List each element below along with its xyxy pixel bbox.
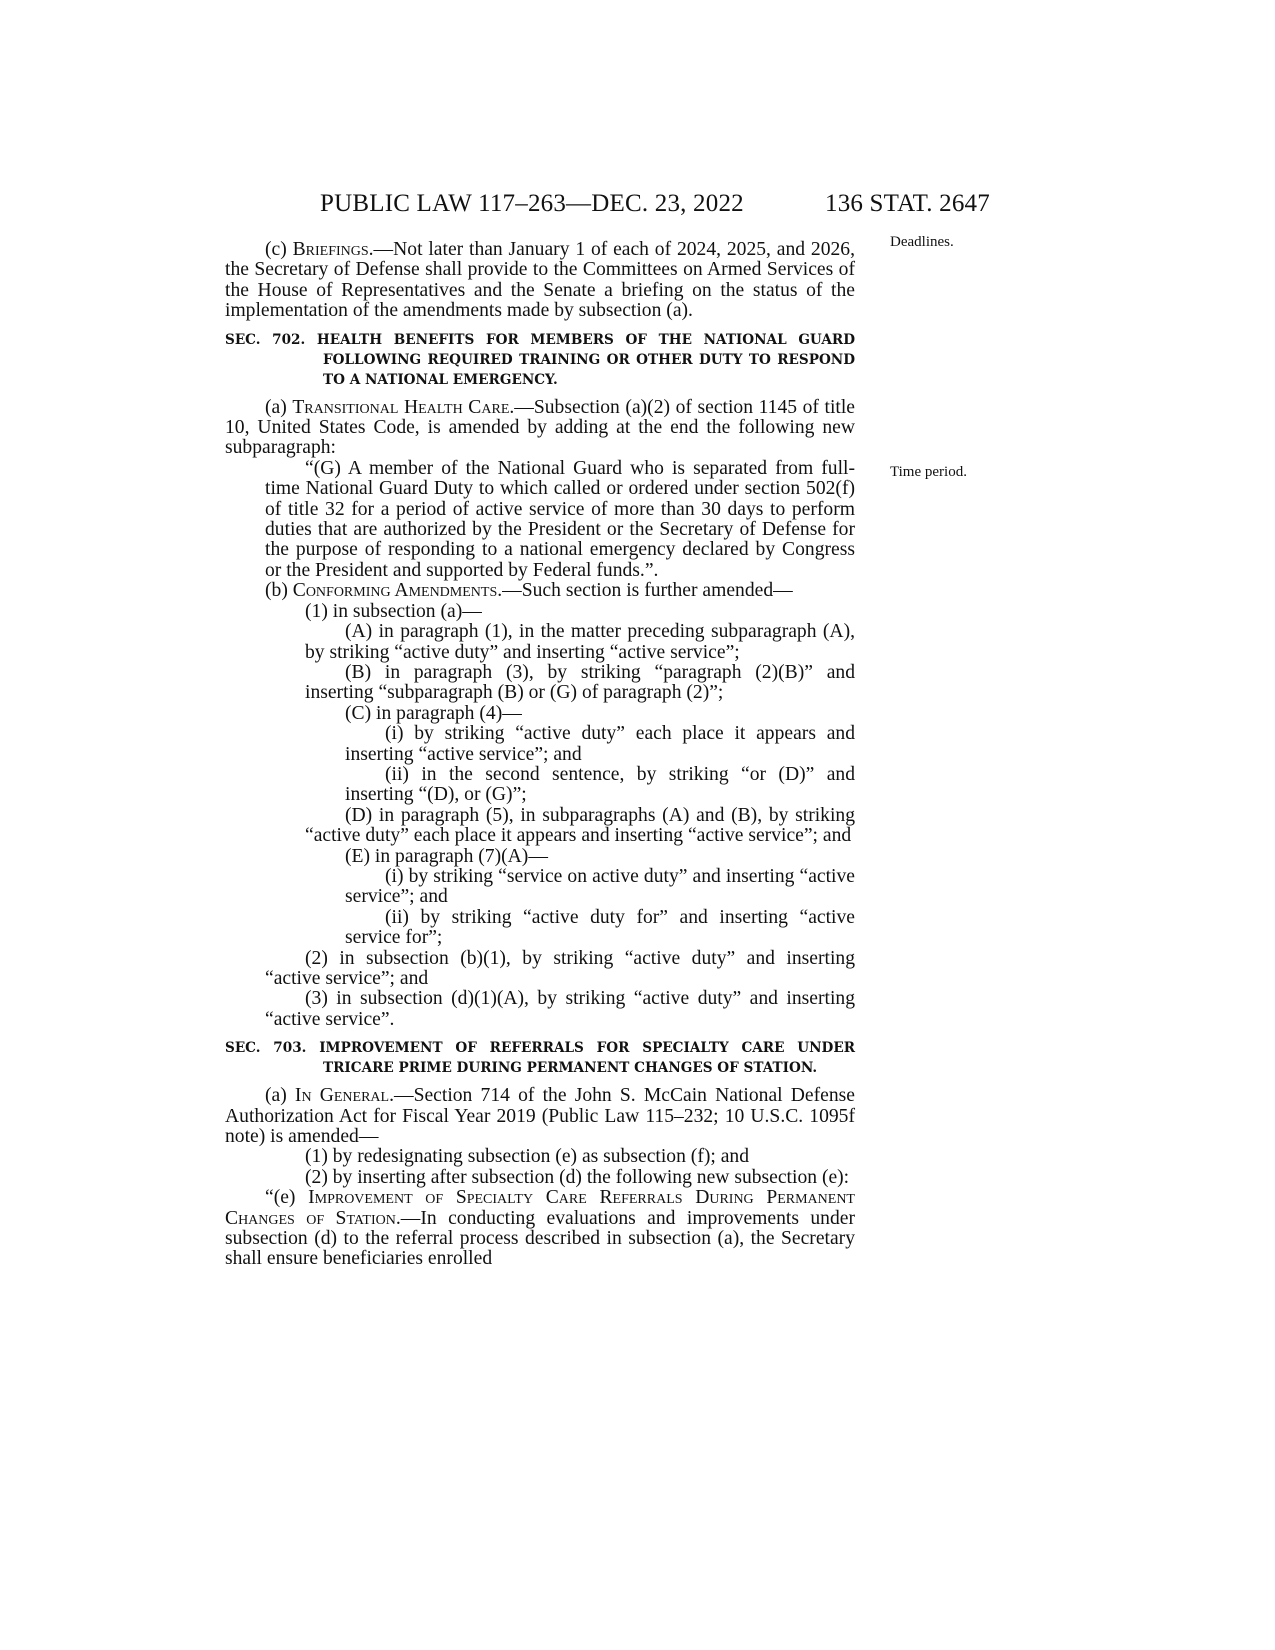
sec703-quoted-subsection-e: “(e) Improvement of Specialty Care Referrals During Permanent Changes of Station.—In conducting evaluations and improvements under subsection (d) to the referral process described in subsection (a), the Secretary shall ensure beneficiaries enrolled <box>225 1187 855 1270</box>
list-item: (ii) by striking “active duty for” and inserting “active service for”; <box>345 906 855 949</box>
sec702-quoted-subparagraph-g: “(G) A member of the National Guard who is separated from full-time National Guard Duty to which called or ordered under section 502(f) of title 32 for a period of active service of more than 30 days to perform duties that are authorized by the President or the Secretary of Defense for the purpose of responding to a national emergency declared by Congress or the President and supported by Federal funds.”. <box>265 457 855 581</box>
list-item: (1) by redesignating subsection (e) as subsection (f); and <box>305 1146 749 1168</box>
sec702-subsection-a: (a) Transitional Health Care.—Subsection (a)(2) of section 1145 of title 10, United States Code, is amended by adding at the end the following new subparagraph: <box>225 396 855 459</box>
subsection-c-briefings: (c) Briefings.—Not later than January 1 of each of 2024, 2025, and 2026, the Secretary of Defense shall provide to the Committees on Armed Services of the House of Representatives and the Senate a briefing on the status of the implementation of the amendments made by subsection (a). <box>225 239 855 322</box>
list-item: (1) in subsection (a)— <box>305 600 482 622</box>
running-header-title: PUBLIC LAW 117–263—DEC. 23, 2022 <box>320 190 744 217</box>
sec702-subsection-b: (b) Conforming Amendments.—Such section is further amended— <box>265 580 793 602</box>
margin-note-time-period: Time period. <box>890 464 967 480</box>
section-702-heading: SEC. 702. HEALTH BENEFITS FOR MEMBERS OF THE NATIONAL GUARD FOLLOWING REQUIRED TRAINING OR OTHER DUTY TO RESPOND TO A NATIONAL EMERGENCY. <box>225 331 855 388</box>
section-703-heading: SEC. 703. IMPROVEMENT OF REFERRALS FOR SPECIALTY CARE UNDER TRICARE PRIME DURING PERMANENT CHANGES OF STATION. <box>225 1040 855 1077</box>
page-stat-number: 136 STAT. 2647 <box>825 190 990 217</box>
body-text <box>225 240 855 1270</box>
list-item: (3) in subsection (d)(1)(A), by striking “active duty” and inserting “active service”. <box>265 988 855 1030</box>
sec703-subsection-a: (a) In General.—Section 714 of the John S. McCain National Defense Authorization Act for Fiscal Year 2019 (Public Law 115–232; 10 U.S.C. 1095f note) is amended— <box>225 1085 855 1148</box>
list-item: (C) in paragraph (4)— <box>345 702 522 724</box>
margin-note-deadlines: Deadlines. <box>890 234 954 250</box>
list-item: (D) in paragraph (5), in subparagraphs (A) and (B), by striking “active duty” each place it appears and inserting “active service”; and <box>305 804 855 847</box>
list-item: (ii) in the second sentence, by striking “or (D)” and inserting “(D), or (G)”; <box>345 763 855 806</box>
list-item: (i) by striking “service on active duty” and inserting “active service”; and <box>345 865 855 908</box>
list-item: (2) in subsection (b)(1), by striking “active duty” and inserting “active service”; and <box>265 947 855 989</box>
list-item: (2) by inserting after subsection (d) the following new subsection (e): <box>305 1166 850 1188</box>
list-item: (i) by striking “active duty” each place it appears and inserting “active service”; and <box>345 723 855 765</box>
list-item: (A) in paragraph (1), in the matter preceding subparagraph (A), by striking “active duty” and inserting “active service”; <box>305 621 855 663</box>
list-item: (E) in paragraph (7)(A)— <box>345 845 548 867</box>
list-item: (B) in paragraph (3), by striking “paragraph (2)(B)” and inserting “subparagraph (B) or (G) of paragraph (2)”; <box>305 661 855 704</box>
